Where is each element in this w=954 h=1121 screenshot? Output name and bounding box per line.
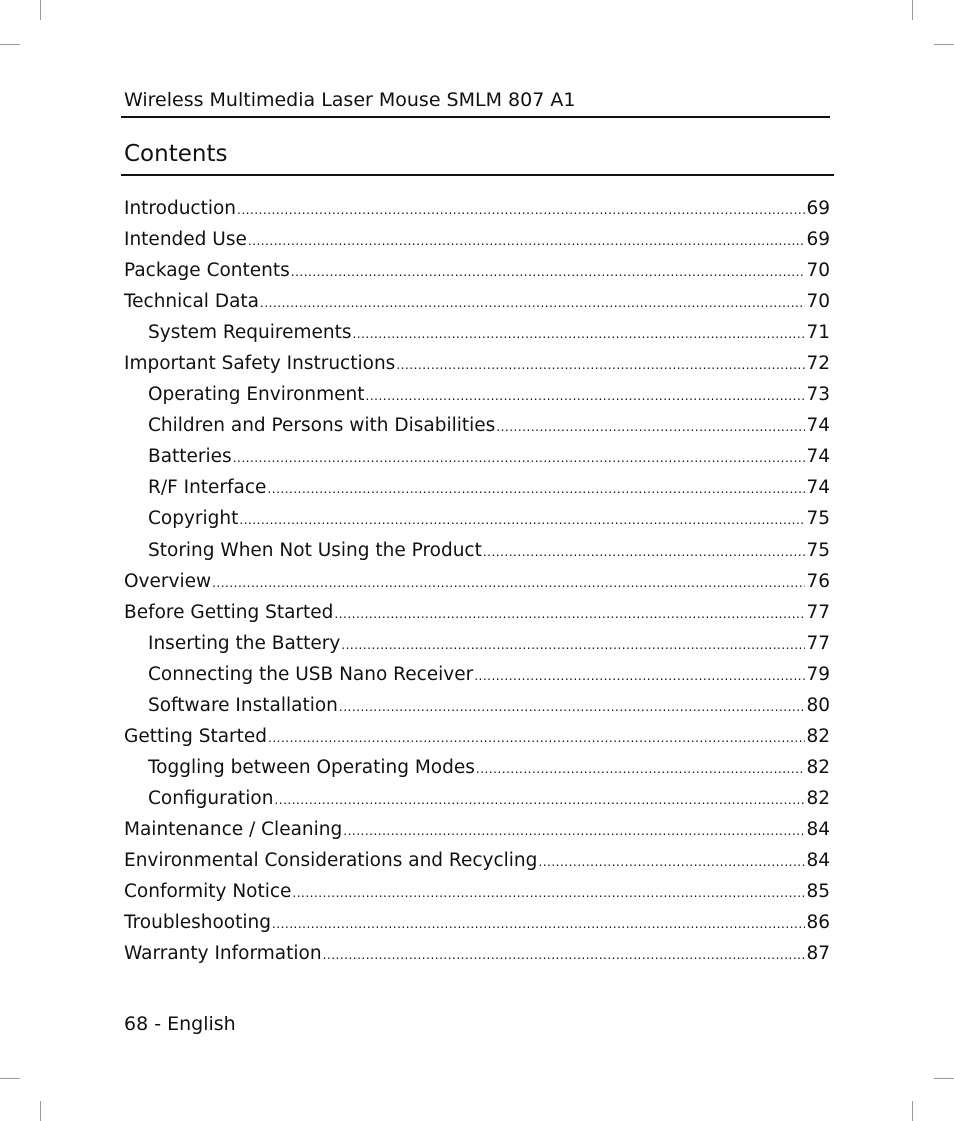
toc-entry[interactable] [124, 317, 830, 348]
dot-leader [323, 940, 806, 971]
toc-entry-page: 86 [806, 912, 830, 934]
toc-entry[interactable] [124, 845, 830, 876]
crop-mark-top-right [912, 0, 913, 20]
crop-mark-bottom-right [912, 1101, 913, 1121]
toc-entry-page: 77 [806, 601, 830, 623]
dot-leader [260, 288, 805, 319]
dot-leader [483, 537, 806, 568]
toc-entry-title: Connecting the USB Nano Receiver [148, 663, 474, 685]
toc-entry-title: Operating Environment [148, 384, 365, 406]
dot-leader [341, 630, 805, 661]
crop-mark-top-right-side [934, 44, 954, 45]
toc-entry-title: R/F Interface [148, 477, 267, 499]
toc-entry-page: 77 [806, 632, 830, 654]
toc-entry-title: Maintenance / Cleaning [124, 818, 343, 840]
crop-mark-top-left [40, 0, 41, 20]
toc-entry-title: Getting Started [124, 725, 268, 747]
toc-entry-page: 85 [806, 881, 830, 903]
toc-entry-title: Overview [124, 570, 212, 592]
toc-entry-title: Technical Data [124, 291, 260, 313]
toc-entry-page: 82 [806, 756, 830, 778]
running-header: Wireless Multimedia Laser Mouse SMLM 807 A1 [124, 89, 576, 111]
dot-leader [237, 195, 805, 226]
toc-entry[interactable] [124, 597, 830, 628]
toc-entry[interactable] [124, 876, 830, 907]
toc-entry-title: Storing When Not Using the Product [148, 539, 482, 561]
toc-entry-title: Batteries [148, 446, 232, 468]
toc-entry[interactable] [124, 503, 830, 534]
dot-leader [292, 878, 805, 909]
toc-entry-page: 75 [806, 508, 830, 530]
crop-mark-bottom-left [40, 1101, 41, 1121]
contents-title: Contents [124, 141, 228, 167]
dot-leader [538, 847, 805, 878]
toc-entry[interactable] [124, 907, 830, 938]
toc-entry-page: 72 [806, 353, 830, 375]
title-rule [121, 174, 834, 176]
toc-entry-title: Configuration [148, 787, 274, 809]
toc-entry[interactable] [124, 472, 830, 503]
dot-leader [267, 474, 805, 505]
toc-entry[interactable] [124, 659, 830, 690]
toc-entry-page: 70 [806, 260, 830, 282]
toc-entry-page: 82 [806, 725, 830, 747]
dot-leader [239, 505, 805, 536]
toc-entry[interactable] [124, 721, 830, 752]
toc-entry-title: Warranty Information [124, 943, 322, 965]
toc-entry-title: Software Installation [148, 694, 338, 716]
toc-entry[interactable] [124, 348, 830, 379]
dot-leader [334, 599, 805, 630]
toc-entry[interactable] [124, 628, 830, 659]
toc-entry-title: Before Getting Started [124, 601, 334, 623]
dot-leader [496, 412, 805, 443]
toc-entry-title: Package Contents [124, 260, 290, 282]
dot-leader [212, 568, 805, 599]
toc-entry-page: 79 [806, 663, 830, 685]
toc-entry-title: Introduction [124, 198, 237, 219]
toc-entry[interactable] [124, 379, 830, 410]
toc-entry[interactable] [124, 193, 830, 224]
dot-leader [366, 381, 806, 412]
dot-leader [352, 319, 805, 350]
toc-entry[interactable] [124, 690, 830, 721]
toc-entry[interactable] [124, 535, 830, 566]
toc-entry-title: Environmental Considerations and Recycling [124, 849, 538, 871]
toc-entry-title: System Requirements [148, 322, 352, 344]
dot-leader [339, 692, 806, 723]
toc-entry-title: Children and Persons with Disabilities [148, 415, 496, 437]
toc-entry-title: Intended Use [124, 229, 247, 251]
toc-entry-page: 82 [806, 787, 830, 809]
toc-entry-title: Troubleshooting [124, 912, 271, 934]
dot-leader [233, 443, 806, 474]
toc-entry[interactable] [124, 752, 830, 783]
toc-entry-title: Conformity Notice [124, 881, 292, 903]
toc-entry-page: 71 [806, 322, 830, 344]
toc-entry[interactable] [124, 224, 830, 255]
toc-entry-page: 74 [806, 446, 830, 468]
toc-entry[interactable] [124, 566, 830, 597]
toc-entry-title: Toggling between Operating Modes [148, 756, 475, 778]
toc-entry[interactable] [124, 286, 830, 317]
dot-leader [396, 350, 805, 381]
toc-entry-page: 84 [806, 818, 830, 840]
toc-entry-page: 87 [806, 943, 830, 965]
dot-leader [268, 723, 805, 754]
crop-mark-top-left-side [0, 44, 20, 45]
toc-entry-title: Inserting the Battery [148, 632, 341, 654]
toc-entry-title: Copyright [148, 508, 239, 530]
dot-leader [343, 816, 805, 847]
toc-entry-page: 74 [806, 477, 830, 499]
dot-leader [291, 257, 806, 288]
toc-entry-title: Important Safety Instructions [124, 353, 396, 375]
dot-leader [474, 661, 805, 692]
toc-entry-page: 74 [806, 415, 830, 437]
toc-entry-page: 73 [806, 384, 830, 406]
toc-entry-page: 84 [806, 849, 830, 871]
toc-entry-page: 75 [806, 539, 830, 561]
header-rule [121, 116, 830, 118]
dot-leader [272, 909, 806, 940]
toc-entry-page: 80 [806, 694, 830, 716]
toc-entry-page: 69 [806, 229, 830, 251]
toc-entry[interactable] [124, 783, 830, 814]
toc-entry[interactable] [124, 938, 830, 969]
dot-leader [274, 785, 805, 816]
page-footer: 68 - English [124, 1013, 236, 1035]
table-of-contents [124, 193, 830, 969]
toc-entry-page: 70 [806, 291, 830, 313]
crop-mark-bottom-right-side [934, 1078, 954, 1079]
toc-entry-page: 69 [806, 198, 830, 219]
toc-entry[interactable] [124, 410, 830, 441]
toc-entry[interactable] [124, 255, 830, 286]
dot-leader [248, 226, 806, 257]
crop-mark-bottom-left-side [0, 1078, 20, 1079]
toc-entry-page: 76 [806, 570, 830, 592]
dot-leader [476, 754, 806, 785]
toc-entry[interactable] [124, 441, 830, 472]
toc-entry[interactable] [124, 814, 830, 845]
